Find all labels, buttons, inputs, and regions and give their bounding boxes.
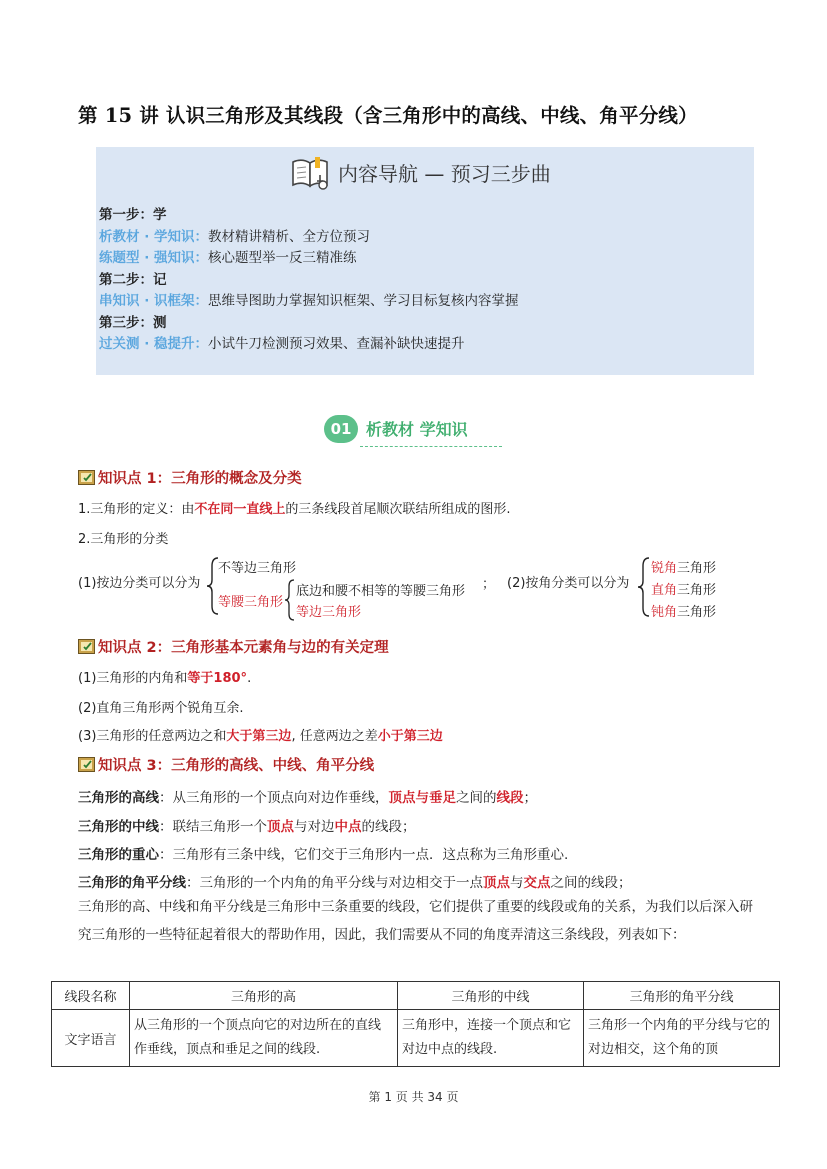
scalene-triangle: 不等边三角形 (218, 561, 297, 576)
isosceles-unequal: 底边和腰不相等的等腰三角形 (296, 584, 466, 599)
kp2-line2: (2)直角三角形两个锐角互余. (78, 701, 244, 716)
kp1-definition: 1.三角形的定义：由不在同一直线上的三条线段首尾顺次联结所组成的图形. (78, 502, 511, 517)
table-row-label: 文字语言 (52, 1010, 130, 1067)
comparison-table (51, 981, 780, 1067)
nav-line: 过关测 · 稳提升：小试牛刀检测预习效果、查漏补缺快速提升 (99, 336, 465, 352)
kp2-title: 知识点 2：三角形基本元素角与边的有关定理 (78, 636, 389, 657)
kp3-centroid: 三角形的重心：三角形有三条中线，它们交于三角形内一点．这点称为三角形重心. (78, 847, 569, 863)
right-triangle: 直角三角形 (651, 583, 717, 598)
section-underline (360, 446, 502, 447)
nav-line: 第三步：测 (99, 314, 167, 331)
table-header: 三角形的中线 (398, 982, 584, 1010)
separator: ； (482, 577, 496, 592)
book-icon (290, 155, 332, 191)
content-nav-box (96, 147, 754, 375)
brace-icon (637, 556, 651, 618)
nav-lines (99, 205, 519, 356)
table-header: 三角形的角平分线 (584, 982, 780, 1010)
nav-line: 第二步：记 (99, 271, 167, 288)
table-header: 线段名称 (52, 982, 130, 1010)
acute-triangle: 锐角三角形 (651, 561, 717, 576)
kp1-title: 知识点 1：三角形的概念及分类 (78, 467, 302, 488)
nav-heading (96, 155, 754, 191)
table-cell: 三角形中，连接一个顶点和它对边中点的线段. (398, 1010, 584, 1067)
isosceles-triangle: 等腰三角形 (218, 595, 284, 610)
table-row (52, 1010, 780, 1067)
notebook-icon (78, 639, 95, 654)
obtuse-triangle: 钝角三角形 (651, 605, 717, 620)
by-angle-label: (2)按角分类可以分为 (507, 576, 630, 591)
kp2-line3: (3)三角形的任意两边之和大于第三边, 任意两边之差小于第三边 (78, 729, 443, 744)
nav-line: 析教材 · 学知识：教材精讲精析、全方位预习 (99, 228, 371, 245)
section-label: 析教材 学知识 (366, 420, 468, 439)
equilateral-triangle: 等边三角形 (296, 605, 362, 620)
kp3-paragraph: 三角形的高、中线和角平分线是三角形中三条重要的线段，它们提供了重要的线段或角的关系，为我们以后深入研究三角形的一些特征起着很大的帮助作用，因此，我们需要从不同的角度弄清这三条线段，列表如下： (78, 899, 753, 943)
section-badge (324, 415, 504, 449)
table-header: 三角形的高 (130, 982, 398, 1010)
kp3-median: 三角形的中线：联结三角形一个顶点与对边中点的线段； (78, 819, 416, 835)
notebook-icon (78, 757, 95, 772)
kp1-classification-title: 2.三角形的分类 (78, 532, 169, 547)
page-title: 第 15 讲 认识三角形及其线段（含三角形中的高线、中线、角平分线） (78, 104, 698, 127)
kp2-line1: (1)三角形的内角和等于180°. (78, 671, 252, 686)
table-header-row (52, 982, 780, 1010)
section-number: 01 (324, 415, 358, 443)
kp3-altitude: 三角形的高线：从三角形的一个顶点向对边作垂线，顶点与垂足之间的线段； (78, 790, 537, 806)
table-cell: 从三角形的一个顶点向它的对边所在的直线作垂线，顶点和垂足之间的线段. (130, 1010, 398, 1067)
by-side-label: (1)按边分类可以分为 (78, 576, 201, 591)
brace-icon (284, 579, 296, 621)
notebook-icon (78, 470, 95, 485)
nav-line: 第一步：学 (99, 207, 167, 223)
nav-line: 练题型 · 强知识：核心题型举一反三精准练 (99, 250, 357, 266)
nav-line: 串知识 · 识框架：思维导图助力掌握知识框架、学习目标复核内容掌握 (99, 293, 519, 309)
nav-heading-text: 内容导航 — 预习三步曲 (338, 162, 551, 186)
page-footer: 第 1 页 共 34 页 (368, 1090, 459, 1104)
kp3-bisector: 三角形的角平分线：三角形的一个内角的角平分线与对边相交于一点顶点与交点之间的线段； (78, 875, 632, 891)
kp3-title: 知识点 3：三角形的高线、中线、角平分线 (78, 754, 374, 775)
table-cell: 三角形一个内角的平分线与它的对边相交，这个角的顶 (584, 1010, 780, 1067)
